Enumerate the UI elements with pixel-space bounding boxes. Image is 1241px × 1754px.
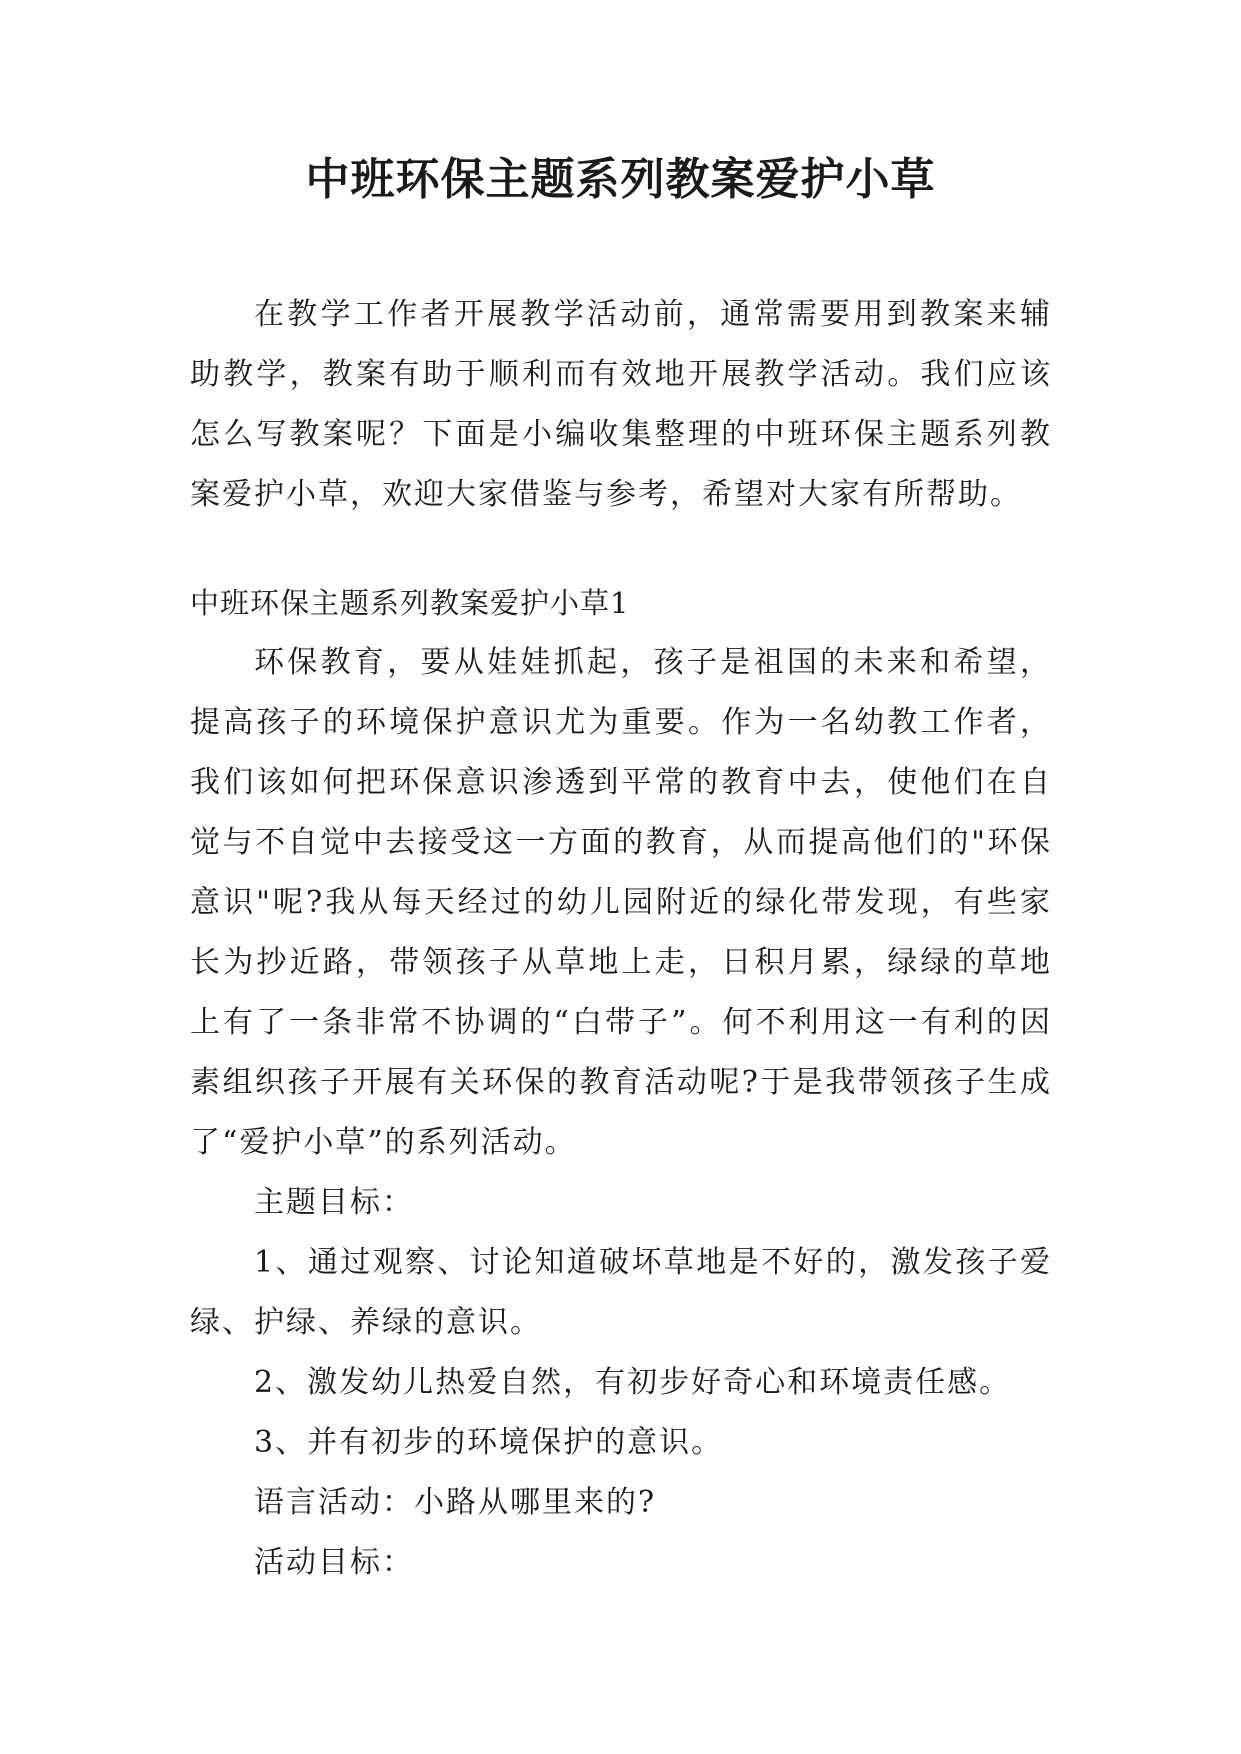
section-heading: 中班环保主题系列教案爱护小草1 [190, 586, 630, 620]
document-body [190, 573, 1052, 1593]
body-paragraph: 3、并有初步的环境保护的意识。 [254, 1425, 724, 1460]
body-paragraph: 语言活动：小路从哪里来的? [254, 1485, 657, 1520]
body-paragraph: 1、通过观察、讨论知道破坏草地是不好的，激发孩子爱绿、护绿、养绿的意识。 [190, 1245, 1052, 1340]
body-paragraph: 2、激发幼儿热爱自然，有初步好奇心和环境责任感。 [254, 1365, 1012, 1400]
body-paragraph: 活动目标： [254, 1545, 414, 1580]
intro-paragraph: 在教学工作者开展教学活动前，通常需要用到教案来辅助教学，教案有助于顺利而有效地开展教学活动。我们应该怎么写教案呢？下面是小编收集整理的中班环保主题系列教案爱护小草，欢迎大家借鉴与参考，希望对大家有所帮助。 [190, 297, 1052, 512]
body-paragraph: 环保教育，要从娃娃抓起，孩子是祖国的未来和希望，提高孩子的环境保护意识尤为重要。作为一名幼教工作者，我们该如何把环保意识渗透到平常的教育中去，使他们在自觉与不自觉中去接受这一方面的教育，从而提高他们的"环保意识"呢?我从每天经过的幼儿园附近的绿化带发现，有些家长为抄近路，带领孩子从草地上走，日积月累，绿绿的草地上有了一条非常不协调的“白带子”。何不利用这一有利的因素组织孩子开展有关环保的教育活动呢?于是我带领孩子生成了“爱护小草”的系列活动。 [190, 645, 1052, 1160]
body-paragraph: 主题目标： [254, 1185, 414, 1220]
document-title: 中班环保主题系列教案爱护小草 [305, 154, 936, 205]
